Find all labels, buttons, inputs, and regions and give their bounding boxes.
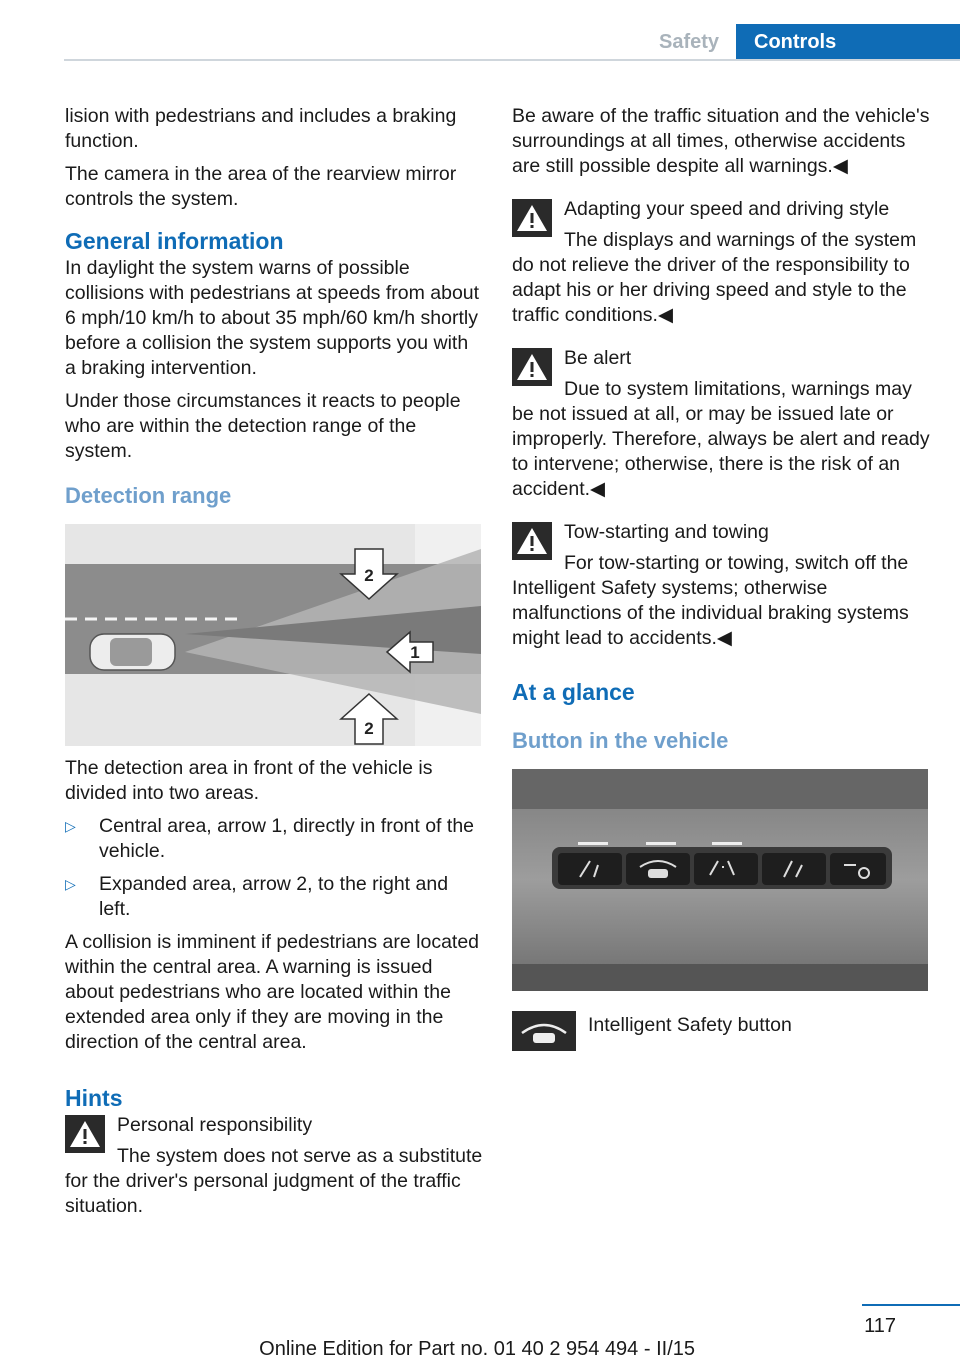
hint-text: Due to system limitations, warnings may be not issued at all, or may be issued late or improperly. Therefore, always be alert and ready to intervene; otherwise, there is the risk of an accident.◀ — [512, 378, 930, 500]
intelligent-safety-button — [626, 853, 690, 885]
hint-be-alert — [512, 346, 930, 502]
hint-title: Tow-starting and towing — [564, 521, 769, 543]
hint-personal-responsibility — [65, 1113, 483, 1219]
arrow-2-bottom-label: 2 — [364, 719, 374, 738]
arrow-2-top-label: 2 — [364, 566, 374, 585]
panel-button — [694, 853, 758, 885]
edition-text: Online Edition for Part no. 01 40 2 954 494 - II/15 — [259, 1338, 695, 1360]
hint-text: The displays and warnings of the system do not relieve the driver of the responsibility to adapt his or her driving speed and style to the traffic conditions.◀ — [512, 229, 917, 326]
list-item — [65, 814, 483, 864]
detection-area-list — [65, 814, 483, 922]
arrow-1-label: 1 — [410, 643, 420, 662]
hint-title: Be alert — [564, 347, 632, 369]
hint-text: The system does not serve as a substitute for the driver's personal judgment of the traffic situation. — [65, 1145, 483, 1217]
hint-text: For tow-starting or towing, switch off the Intelligent Safety systems; otherwise malfunctions of the individual braking systems might lead to accidents.◀ — [512, 552, 909, 649]
header-rule — [64, 59, 960, 61]
triangle-bullet-icon: ▷ — [65, 818, 76, 834]
car-icon — [90, 634, 175, 670]
detection-paragraph-2: A collision is imminent if pedestrians are located within the central area. A warning is issued about pedestrians who are located within the extended area only if they are moving in the direction of the central area. — [65, 931, 480, 1053]
hint-title: Adapting your speed and driving style — [564, 198, 890, 220]
warning-icon — [65, 1115, 105, 1153]
at-a-glance-heading: At a glance — [512, 679, 635, 705]
footer-rule — [862, 1304, 960, 1306]
panel-button — [558, 853, 622, 885]
hint-title: Personal responsibility — [117, 1114, 313, 1136]
general-information-heading: General information — [65, 228, 284, 254]
hint-speed-driving-style — [512, 197, 930, 328]
list-item-text: Central area, arrow 1, directly in front of the vehicle. — [99, 815, 475, 862]
list-item — [65, 872, 483, 922]
intelligent-safety-button-icon — [512, 1011, 576, 1051]
button-caption-row — [512, 1011, 930, 1051]
intro-paragraph-1: lision with pedestrians and includes a braking function. — [65, 105, 457, 152]
button-caption: Intelligent Safety button — [588, 1014, 792, 1036]
button-panel-photo — [512, 769, 928, 991]
header-tab-safety: Safety — [658, 31, 720, 53]
page-number: 117 — [864, 1315, 896, 1337]
panel-button — [762, 853, 826, 885]
general-paragraph-1: In daylight the system warns of possible collisions with pedestrians at speeds from about 6 mph/10 km/h to about 35 mph/60 km/h shortly before a collision the system supports you with a braking intervention. — [65, 257, 480, 379]
hints-heading: Hints — [65, 1085, 123, 1111]
general-paragraph-2: Under those circumstances it reacts to people who are within the detection range of the system. — [65, 390, 461, 462]
warning-icon — [512, 348, 552, 386]
right-column — [512, 104, 930, 1051]
button-in-vehicle-heading: Button in the vehicle — [512, 728, 729, 753]
panel-button — [830, 853, 886, 885]
warning-icon — [512, 199, 552, 237]
list-item-text: Expanded area, arrow 2, to the right and left. — [99, 873, 449, 920]
triangle-bullet-icon: ▷ — [65, 876, 76, 892]
detection-range-diagram — [65, 524, 481, 746]
detection-range-heading: Detection range — [65, 483, 232, 508]
detection-paragraph-1: The detection area in front of the vehicle is divided into two areas. — [65, 757, 433, 804]
warning-icon — [512, 522, 552, 560]
hint-tow-starting — [512, 520, 930, 651]
intro-paragraph-2: The camera in the area of the rearview mirror controls the system. — [65, 163, 457, 210]
left-column — [65, 104, 483, 1231]
hint-continuation: Be aware of the traffic situation and the vehicle's surroundings at all times, otherwise accidents are still possible despite all warnings.◀ — [512, 105, 930, 177]
header-tab-controls: Controls — [736, 24, 960, 61]
